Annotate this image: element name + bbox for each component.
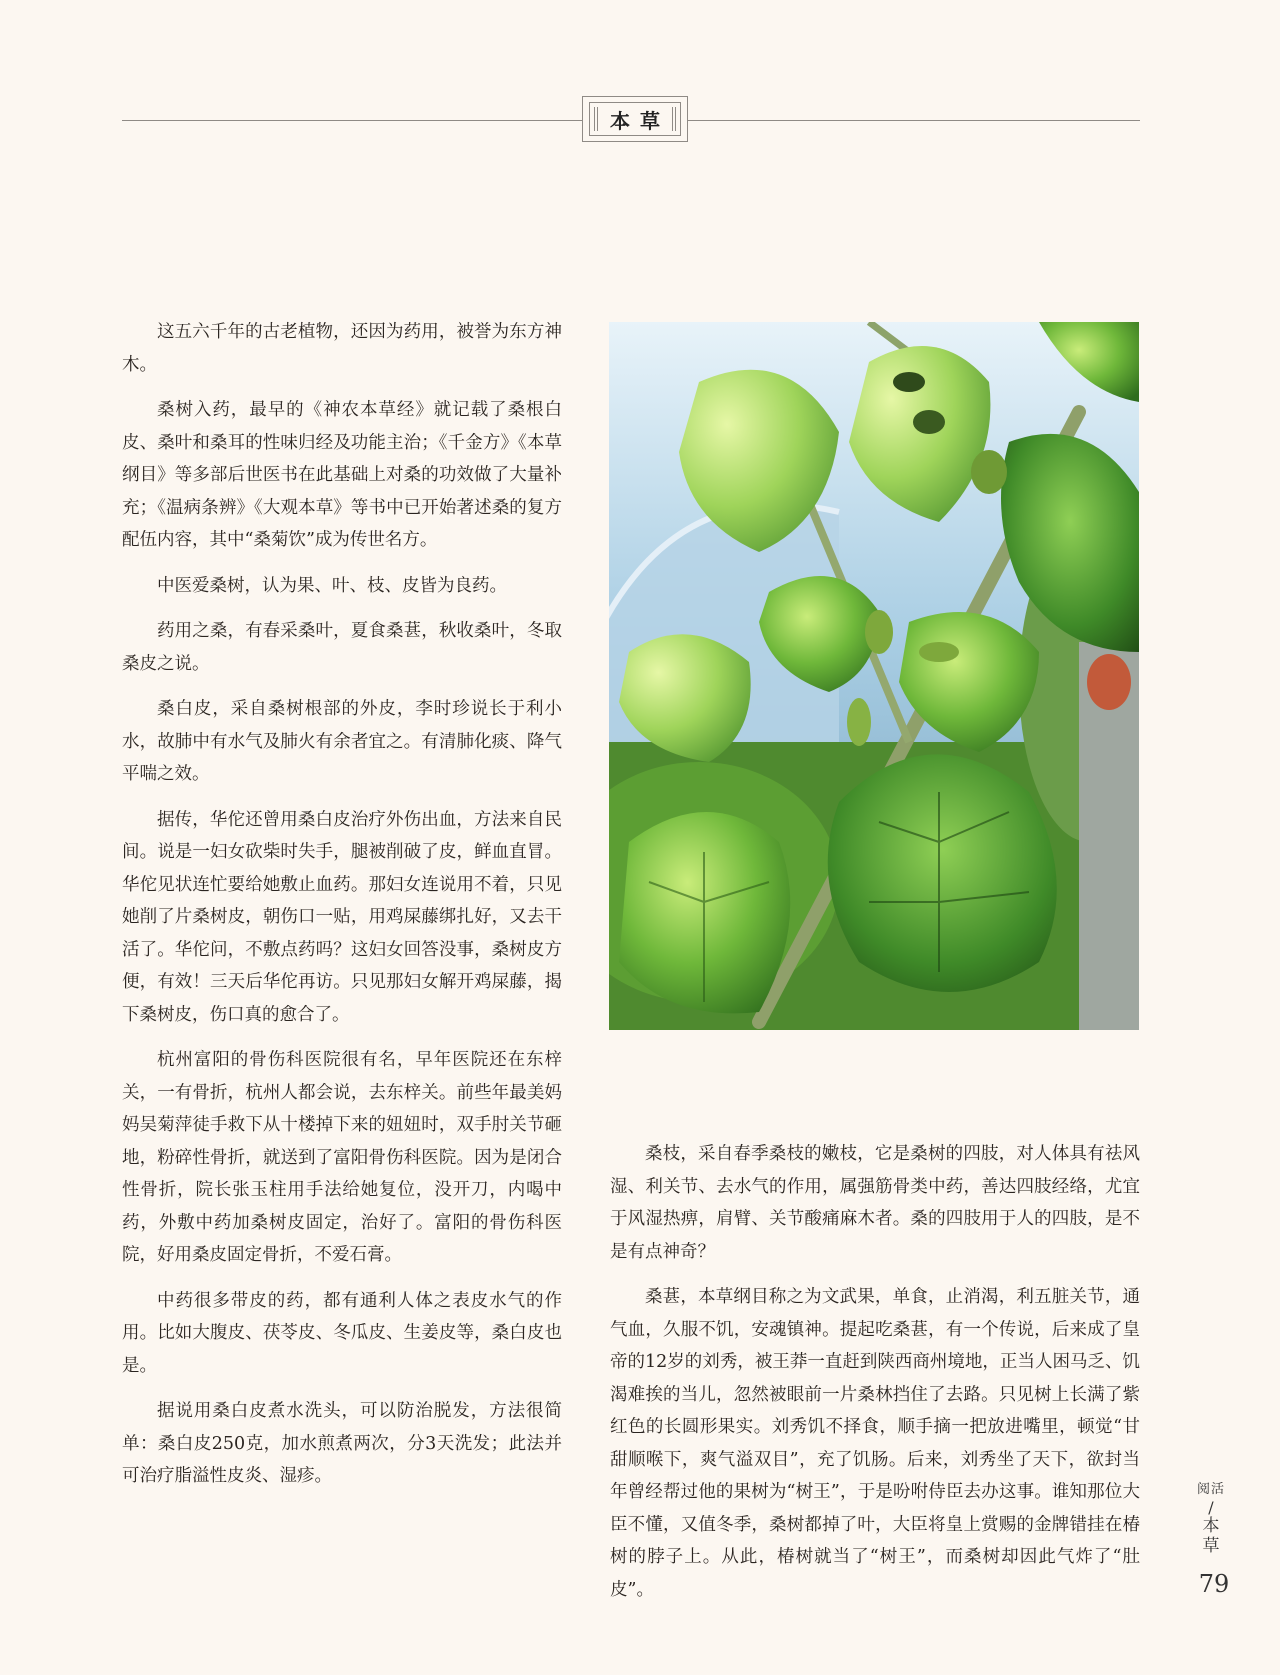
paragraph: 桑树入药，最早的《神农本草经》就记载了桑根白皮、桑叶和桑耳的性味归经及功能主治；《千金方》《本草纲目》等多部后世医书在此基础上对桑的功效做了大量补充；《温病条辨》《大观本草》等书中已开始著述桑的复方配伍内容，其中“桑菊饮”成为传世名方。 bbox=[122, 400, 562, 550]
section-name: 本草 bbox=[1202, 1516, 1220, 1556]
paragraph: 据传，华佗还曾用桑白皮治疗外伤出血，方法来自民间。说是一妇女砍柴时失手，腿被削破了皮，鲜血直冒。华佗见状连忙要给她敷止血药。那妇女连说用不着，只见她削了片桑树皮，朝伤口一贴，用鸡屎藤绑扎好，又去干活了。华佗问，不敷点药吗？这妇女回答没事，桑树皮方便，有效！三天后华佗再访。只见那妇女解开鸡屎藤，揭下桑树皮，伤口真的愈合了。 bbox=[122, 809, 562, 1025]
paragraph: 这五六千年的古老植物，还因为药用，被誉为东方神木。 bbox=[122, 322, 562, 375]
section-side-label bbox=[1196, 1480, 1226, 1556]
paragraph: 中药很多带皮的药，都有通利人体之表皮水气的作用。比如大腹皮、茯苓皮、冬瓜皮、生姜皮等，桑白皮也是。 bbox=[122, 1290, 562, 1376]
paragraph: 中医爱桑树，认为果、叶、枝、皮皆为良药。 bbox=[157, 575, 507, 596]
slash-divider: / bbox=[1208, 1498, 1214, 1517]
paragraph: 杭州富阳的骨伤科医院很有名，早年医院还在东梓关，一有骨折，杭州人都会说，去东梓关。前些年最美妈妈吴菊萍徒手救下从十楼掉下来的妞妞时，双手肘关节砸地，粉碎性骨折，就送到了富阳骨伤科医院。因为是闭合性骨折，院长张玉柱用手法给她复位，没开刀，内喝中药，外敷中药加桑树皮固定，治好了。富阳的骨伤科医院，好用桑皮固定骨折，不爱石膏。 bbox=[122, 1050, 562, 1265]
mulberry-branch-photo bbox=[609, 322, 1139, 1030]
section-title: 本草 bbox=[610, 108, 670, 133]
right-text-column bbox=[610, 1138, 1140, 1619]
paragraph: 桑葚，本草纲目称之为文武果，单食，止消渴，利五脏关节，通气血，久服不饥，安魂镇神。提起吃桑葚，有一个传说，后来成了皇帝的12岁的刘秀，被王莽一直赶到陕西商州境地，正当人困马乏、饥渴难挨的当儿，忽然被眼前一片桑林挡住了去路。只见树上长满了紫红色的长圆形果实。刘秀饥不择食，顺手摘一把放进嘴里，顿觉“甘甜顺喉下，爽气溢双目”，充了饥肠。后来，刘秀坐了天下，欲封当年曾经帮过他的果树为“树王”，于是吩咐侍臣去办这事。谁知那位大臣不懂，又值冬季，桑树都掉了叶，大臣将皇上赏赐的金牌错挂在椿树的脖子上。从此，椿树就当了“树王”，而桑树却因此气炸了“肚皮”。 bbox=[610, 1287, 1140, 1600]
paragraph: 桑白皮，采自桑树根部的外皮，李时珍说长于利小水，故肺中有水气及肺火有余者宜之。有清肺化痰、降气平喘之效。 bbox=[122, 699, 562, 784]
paragraph: 据说用桑白皮煮水洗头，可以防治脱发，方法很简单：桑白皮250克，加水煎煮两次，分3天洗发；此法并可治疗脂溢性皮炎、湿疹。 bbox=[122, 1401, 562, 1486]
paragraph: 桑枝，采自春季桑枝的嫩枝，它是桑树的四肢，对人体具有祛风湿、利关节、去水气的作用，属强筋骨类中药，善达四肢经络，尤宜于风湿热痹，肩臂、关节酸痛麻木者。桑的四肢用于人的四肢，是不是有点神奇？ bbox=[610, 1144, 1140, 1262]
magazine-name: 阅活 bbox=[1196, 1482, 1225, 1497]
page-number: 79 bbox=[1198, 1570, 1230, 1598]
section-header-frame bbox=[589, 102, 681, 136]
section-header bbox=[582, 96, 688, 142]
paragraph: 药用之桑，有春采桑叶，夏食桑葚，秋收桑叶，冬取桑皮之说。 bbox=[122, 621, 562, 674]
left-text-column bbox=[122, 316, 562, 1506]
